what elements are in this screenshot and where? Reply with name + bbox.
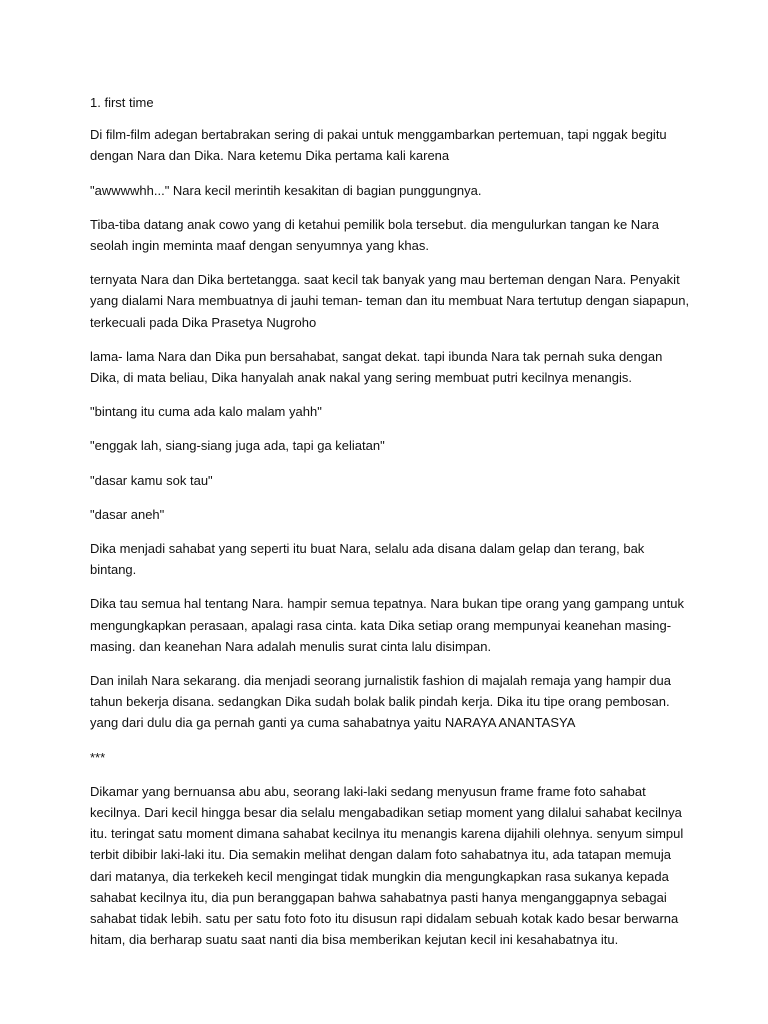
paragraph-2: "awwwwhh..." Nara kecil merintih kesakitan di bagian punggungnya. [90, 182, 482, 198]
paragraph-7: "enggak lah, siang-siang juga ada, tapi ga keliatan" [90, 438, 385, 454]
paragraph-13: Dikamar yang bernuansa abu abu, seorang laki-laki sedang menyusun frame frame foto sahabat kecilnya. Dari kecil hingga besar dia selalu mengabadikan setiap moment yang dilalui sahabat kecilnya itu. teringat satu moment dimana sahabat kecilnya itu menangis karena dijahili olehnya. senyum simpul terbit dibibir laki-laki itu. Dia semakin melihat dengan dalam foto sahabatnya itu, ada tatapan memuja dari matanya, dia terkekeh kecil mengingat tidak mungkin dia mengungkapkan rasa sukanya kepada sahabat kecilnya itu, dia pun beranggapan bahwa sahabatnya pasti hanya menganggapnya sebagai sahabat tidak lebih. satu per satu foto foto itu disusun rapi didalam sebuah kotak kado besar berwarna hitam, dia berharap suatu saat nanti dia bisa memberikan kejutan kecil ini kesahabatnya itu. [90, 783, 684, 948]
chapter-heading: 1. first time [90, 95, 154, 110]
paragraph-12: Dan inilah Nara sekarang. dia menjadi seorang jurnalistik fashion di majalah remaja yang hampir dua tahun bekerja disana. sedangkan Dika sudah bolak balik pindah kerja. Dika itu tipe orang pembosan. yang dari dulu dia ga pernah ganti ya cuma sahabatnya yaitu NARAYA ANANTASYA [90, 673, 671, 731]
paragraph-11: Dika tau semua hal tentang Nara. hampir semua tepatnya. Nara bukan tipe orang yang gampang untuk mengungkapkan perasaan, apalagi rasa cinta. kata Dika setiap orang mempunyai keanehan masing-masing. dan keanehan Nara adalah menulis surat cinta lalu disimpan. [90, 596, 685, 654]
paragraph-3: Tiba-tiba datang anak cowo yang di ketahui pemilik bola tersebut. dia mengulurkan tangan ke Nara seolah ingin meminta maaf dengan senyumnya yang khas. [90, 216, 659, 254]
section-separator: *** [90, 749, 106, 765]
document-page [90, 92, 690, 964]
paragraph-4: ternyata Nara dan Dika bertetangga. saat kecil tak banyak yang mau berteman dengan Nara. Penyakit yang dialami Nara membuatnya di jauhi teman- teman dan itu membuat Nara tertutup dengan siapapun, terkecuali pada Dika Prasetya Nugroho [90, 272, 690, 330]
paragraph-1: Di film-film adegan bertabrakan sering di pakai untuk menggambarkan pertemuan, tapi nggak begitu dengan Nara dan Dika. Nara ketemu Dika pertama kali karena [90, 127, 667, 164]
paragraph-10: Dika menjadi sahabat yang seperti itu buat Nara, selalu ada disana dalam gelap dan terang, bak bintang. [90, 541, 645, 578]
paragraph-6: "bintang itu cuma ada kalo malam yahh" [90, 404, 322, 420]
paragraph-8: "dasar kamu sok tau" [90, 472, 213, 488]
paragraph-9: "dasar aneh" [90, 506, 165, 522]
paragraph-5: lama- lama Nara dan Dika pun bersahabat, sangat dekat. tapi ibunda Nara tak pernah suka dengan Dika, di mata beliau, Dika hanyalah anak nakal yang sering membuat putri kecilnya menangis. [90, 348, 663, 386]
